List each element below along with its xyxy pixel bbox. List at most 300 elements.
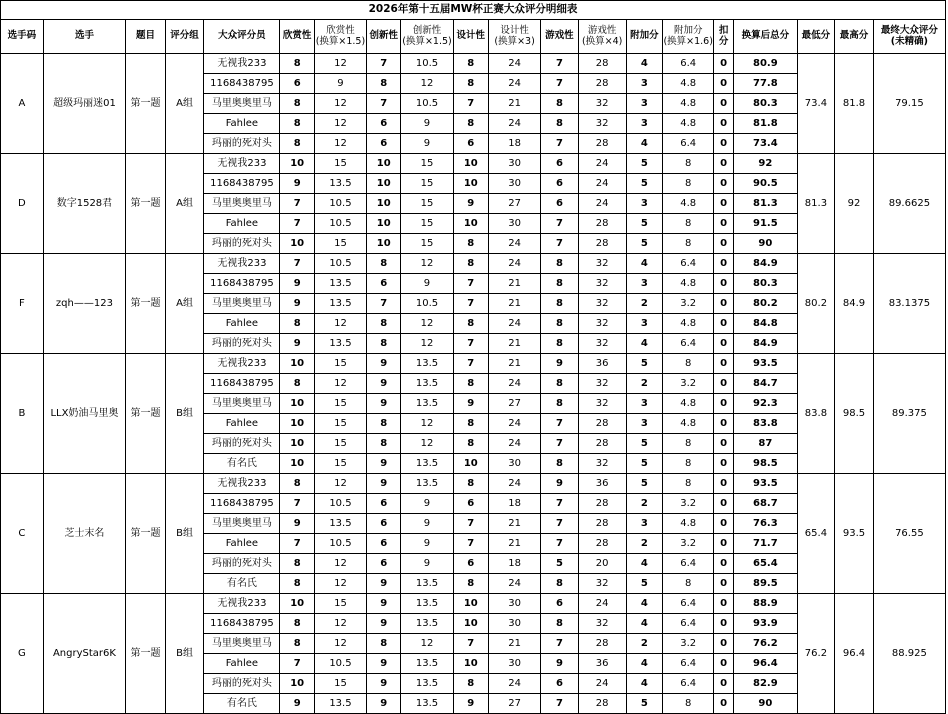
converted-total: 90: [734, 694, 798, 714]
score-cell: 24: [578, 174, 626, 194]
rater-name: 马里奥奥里马: [204, 394, 280, 414]
score-cell: 15: [401, 194, 453, 214]
score-cell: 13.5: [314, 694, 366, 714]
score-cell: 4: [626, 674, 663, 694]
score-cell: 32: [578, 114, 626, 134]
score-cell: 7: [367, 54, 401, 74]
score-cell: 8: [663, 174, 714, 194]
min-score: 73.4: [797, 54, 835, 154]
score-cell: 10: [367, 214, 401, 234]
score-cell: 0: [714, 334, 734, 354]
score-cell: 0: [714, 374, 734, 394]
converted-total: 81.8: [734, 114, 798, 134]
score-cell: 13.5: [401, 594, 453, 614]
score-cell: 7: [541, 434, 579, 454]
score-cell: 15: [314, 434, 366, 454]
rater-name: 有名氏: [204, 454, 280, 474]
score-cell: 9: [280, 274, 314, 294]
score-cell: 13.5: [314, 294, 366, 314]
score-cell: 10.5: [314, 194, 366, 214]
score-cell: 28: [578, 74, 626, 94]
score-cell: 8: [663, 434, 714, 454]
rater-name: 有名氏: [204, 694, 280, 714]
score-cell: 8: [663, 454, 714, 474]
score-cell: 9: [367, 594, 401, 614]
player-group: B组: [165, 354, 204, 474]
score-cell: 15: [314, 454, 366, 474]
score-cell: 9: [280, 174, 314, 194]
score-cell: 8: [367, 414, 401, 434]
rater-name: Fahlee: [204, 414, 280, 434]
column-header: 大众评分员: [204, 20, 280, 54]
score-cell: 15: [314, 154, 366, 174]
table-row: [1, 54, 946, 74]
score-cell: 24: [489, 434, 541, 454]
score-cell: 15: [314, 414, 366, 434]
score-cell: 32: [578, 334, 626, 354]
score-cell: 0: [714, 634, 734, 654]
column-header: 换算后总分: [734, 20, 798, 54]
score-cell: 8: [280, 554, 314, 574]
min-score: 81.3: [797, 154, 835, 254]
score-cell: 28: [578, 494, 626, 514]
score-cell: 4: [626, 334, 663, 354]
player-name: 芝士末名: [43, 474, 125, 594]
score-cell: 5: [626, 354, 663, 374]
score-cell: 8: [541, 254, 579, 274]
column-header: 题目: [126, 20, 166, 54]
converted-total: 87: [734, 434, 798, 454]
score-cell: 30: [489, 174, 541, 194]
score-cell: 8: [453, 74, 488, 94]
score-cell: 12: [314, 374, 366, 394]
score-cell: 32: [578, 454, 626, 474]
score-cell: 7: [541, 214, 579, 234]
score-cell: 10: [280, 454, 314, 474]
score-cell: 10.5: [401, 94, 453, 114]
column-header: 附加分: [626, 20, 663, 54]
score-cell: 8: [280, 474, 314, 494]
score-cell: 0: [714, 274, 734, 294]
score-cell: 8: [280, 114, 314, 134]
score-cell: 5: [626, 474, 663, 494]
score-cell: 12: [314, 474, 366, 494]
score-cell: 24: [489, 374, 541, 394]
score-cell: 6: [541, 594, 579, 614]
score-cell: 9: [367, 354, 401, 374]
score-cell: 21: [489, 514, 541, 534]
score-cell: 30: [489, 154, 541, 174]
score-cell: 7: [280, 534, 314, 554]
score-cell: 6.4: [663, 554, 714, 574]
score-cell: 10: [280, 234, 314, 254]
score-cell: 4: [626, 654, 663, 674]
player-name: 超级玛丽迷01: [43, 54, 125, 154]
converted-total: 89.5: [734, 574, 798, 594]
score-cell: 0: [714, 554, 734, 574]
score-cell: 7: [541, 514, 579, 534]
column-header: 最低分: [797, 20, 835, 54]
header-row: [1, 20, 946, 54]
score-cell: 28: [578, 414, 626, 434]
score-cell: 6: [541, 194, 579, 214]
score-cell: 8: [280, 614, 314, 634]
score-cell: 6: [280, 74, 314, 94]
score-cell: 12: [314, 634, 366, 654]
score-cell: 7: [453, 534, 488, 554]
score-cell: 18: [489, 554, 541, 574]
score-cell: 28: [578, 134, 626, 154]
score-cell: 9: [367, 394, 401, 414]
score-cell: 7: [541, 74, 579, 94]
score-cell: 8: [367, 434, 401, 454]
score-cell: 3.2: [663, 494, 714, 514]
converted-total: 80.3: [734, 274, 798, 294]
column-header: 选手码: [1, 20, 44, 54]
score-cell: 9: [401, 494, 453, 514]
score-cell: 4.8: [663, 194, 714, 214]
score-cell: 6: [453, 134, 488, 154]
score-cell: 8: [280, 54, 314, 74]
table-row: [1, 594, 946, 614]
score-cell: 6.4: [663, 254, 714, 274]
score-cell: 2: [626, 294, 663, 314]
converted-total: 93.9: [734, 614, 798, 634]
rater-name: Fahlee: [204, 314, 280, 334]
rater-name: 马里奥奥里马: [204, 194, 280, 214]
score-cell: 13.5: [314, 514, 366, 534]
score-cell: 28: [578, 694, 626, 714]
rater-name: 1168438795: [204, 374, 280, 394]
rater-name: 马里奥奥里马: [204, 294, 280, 314]
rater-name: 无视我233: [204, 474, 280, 494]
score-cell: 12: [401, 334, 453, 354]
score-cell: 8: [663, 354, 714, 374]
score-cell: 10.5: [314, 214, 366, 234]
score-cell: 8: [541, 374, 579, 394]
final-score: 83.1375: [873, 254, 945, 354]
score-cell: 8: [453, 54, 488, 74]
score-cell: 15: [401, 174, 453, 194]
score-cell: 9: [453, 394, 488, 414]
score-cell: 8: [453, 314, 488, 334]
score-cell: 7: [453, 294, 488, 314]
score-cell: 3: [626, 314, 663, 334]
column-header: 游戏性 (换算×4): [578, 20, 626, 54]
score-cell: 0: [714, 614, 734, 634]
score-cell: 12: [314, 614, 366, 634]
score-cell: 13.5: [314, 334, 366, 354]
score-cell: 30: [489, 594, 541, 614]
score-cell: 0: [714, 314, 734, 334]
score-cell: 5: [626, 574, 663, 594]
converted-total: 96.4: [734, 654, 798, 674]
player-group: A组: [165, 254, 204, 354]
score-cell: 10: [280, 434, 314, 454]
score-cell: 32: [578, 94, 626, 114]
max-score: 92: [835, 154, 874, 254]
score-cell: 6: [367, 534, 401, 554]
score-cell: 13.5: [401, 354, 453, 374]
score-cell: 0: [714, 94, 734, 114]
score-cell: 28: [578, 514, 626, 534]
column-header: 创新性: [367, 20, 401, 54]
score-cell: 0: [714, 254, 734, 274]
score-cell: 5: [626, 174, 663, 194]
rater-name: 玛丽的死对头: [204, 234, 280, 254]
score-cell: 9: [367, 574, 401, 594]
score-cell: 21: [489, 334, 541, 354]
score-cell: 6: [541, 174, 579, 194]
score-cell: 24: [489, 74, 541, 94]
max-score: 96.4: [835, 594, 874, 714]
score-cell: 3.2: [663, 374, 714, 394]
score-cell: 9: [367, 374, 401, 394]
score-cell: 28: [578, 234, 626, 254]
score-cell: 10: [280, 414, 314, 434]
score-cell: 10: [453, 654, 488, 674]
rater-name: 无视我233: [204, 254, 280, 274]
score-cell: 12: [314, 134, 366, 154]
score-cell: 4: [626, 254, 663, 274]
player-name: LLX奶油马里奥: [43, 354, 125, 474]
converted-total: 98.5: [734, 454, 798, 474]
score-cell: 8: [453, 374, 488, 394]
score-cell: 15: [314, 674, 366, 694]
score-cell: 9: [453, 694, 488, 714]
score-cell: 5: [626, 454, 663, 474]
score-cell: 24: [489, 474, 541, 494]
score-cell: 6.4: [663, 334, 714, 354]
score-cell: 9: [367, 694, 401, 714]
score-cell: 24: [489, 674, 541, 694]
player-name: AngryStar6K: [43, 594, 125, 714]
score-cell: 12: [401, 314, 453, 334]
converted-total: 92: [734, 154, 798, 174]
score-cell: 8: [663, 474, 714, 494]
score-cell: 12: [314, 114, 366, 134]
rater-name: 无视我233: [204, 154, 280, 174]
column-header: 选手: [43, 20, 125, 54]
score-cell: 5: [626, 214, 663, 234]
score-cell: 6: [367, 514, 401, 534]
score-cell: 12: [314, 574, 366, 594]
score-cell: 5: [626, 694, 663, 714]
score-cell: 0: [714, 514, 734, 534]
score-cell: 28: [578, 534, 626, 554]
converted-total: 80.9: [734, 54, 798, 74]
score-cell: 7: [541, 534, 579, 554]
score-cell: 12: [314, 314, 366, 334]
player-topic: 第一题: [126, 54, 166, 154]
score-cell: 8: [453, 414, 488, 434]
rater-name: 无视我233: [204, 354, 280, 374]
score-cell: 12: [314, 54, 366, 74]
player-group: A组: [165, 154, 204, 254]
rater-name: 有名氏: [204, 574, 280, 594]
score-cell: 10: [367, 154, 401, 174]
min-score: 80.2: [797, 254, 835, 354]
score-cell: 5: [626, 434, 663, 454]
score-cell: 10: [280, 354, 314, 374]
rater-name: 1168438795: [204, 174, 280, 194]
score-cell: 0: [714, 154, 734, 174]
score-cell: 13.5: [401, 674, 453, 694]
rater-name: 马里奥奥里马: [204, 94, 280, 114]
score-cell: 20: [578, 554, 626, 574]
score-cell: 6: [367, 134, 401, 154]
score-cell: 10: [280, 594, 314, 614]
score-cell: 0: [714, 474, 734, 494]
score-cell: 6: [453, 494, 488, 514]
column-header: 设计性 (换算×3): [489, 20, 541, 54]
player-group: B组: [165, 594, 204, 714]
score-cell: 4: [626, 614, 663, 634]
score-cell: 8: [367, 314, 401, 334]
score-cell: 5: [626, 154, 663, 174]
score-cell: 7: [541, 54, 579, 74]
score-cell: 3: [626, 514, 663, 534]
score-cell: 10: [280, 394, 314, 414]
score-cell: 5: [626, 234, 663, 254]
player-code: D: [1, 154, 44, 254]
player-name: zqh——123: [43, 254, 125, 354]
rater-name: 无视我233: [204, 54, 280, 74]
score-cell: 6: [367, 494, 401, 514]
score-cell: 24: [489, 234, 541, 254]
score-cell: 0: [714, 134, 734, 154]
score-cell: 24: [489, 414, 541, 434]
score-cell: 4.8: [663, 74, 714, 94]
score-cell: 13.5: [401, 374, 453, 394]
score-cell: 0: [714, 174, 734, 194]
rater-name: 玛丽的死对头: [204, 674, 280, 694]
score-cell: 3: [626, 274, 663, 294]
final-score: 88.925: [873, 594, 945, 714]
score-cell: 9: [280, 514, 314, 534]
column-header: 评分组: [165, 20, 204, 54]
score-cell: 3.2: [663, 294, 714, 314]
rater-name: 1168438795: [204, 494, 280, 514]
final-score: 89.6625: [873, 154, 945, 254]
score-cell: 24: [489, 114, 541, 134]
score-cell: 7: [280, 194, 314, 214]
score-cell: 9: [280, 334, 314, 354]
score-cell: 4.8: [663, 94, 714, 114]
score-cell: 18: [489, 134, 541, 154]
score-cell: 6.4: [663, 674, 714, 694]
score-cell: 27: [489, 394, 541, 414]
score-cell: 0: [714, 114, 734, 134]
score-cell: 8: [663, 214, 714, 234]
converted-total: 82.9: [734, 674, 798, 694]
score-cell: 0: [714, 214, 734, 234]
score-cell: 0: [714, 594, 734, 614]
score-cell: 10.5: [314, 534, 366, 554]
score-cell: 10: [453, 154, 488, 174]
score-cell: 8: [541, 274, 579, 294]
score-cell: 8: [541, 394, 579, 414]
score-cell: 10: [453, 214, 488, 234]
rater-name: 1168438795: [204, 74, 280, 94]
score-cell: 7: [367, 94, 401, 114]
score-cell: 8: [541, 114, 579, 134]
score-cell: 8: [367, 634, 401, 654]
score-cell: 10.5: [314, 654, 366, 674]
score-cell: 8: [367, 254, 401, 274]
score-cell: 7: [280, 254, 314, 274]
column-header: 附加分 (换算×1.6): [663, 20, 714, 54]
score-cell: 32: [578, 314, 626, 334]
score-cell: 13.5: [401, 614, 453, 634]
score-cell: 7: [541, 234, 579, 254]
score-cell: 21: [489, 354, 541, 374]
final-score: 89.375: [873, 354, 945, 474]
score-cell: 8: [453, 114, 488, 134]
player-code: B: [1, 354, 44, 474]
score-cell: 9: [541, 354, 579, 374]
score-cell: 10.5: [314, 254, 366, 274]
score-cell: 7: [453, 334, 488, 354]
score-cell: 6: [367, 274, 401, 294]
score-cell: 24: [489, 54, 541, 74]
converted-total: 93.5: [734, 474, 798, 494]
score-cell: 10: [453, 594, 488, 614]
column-header: 游戏性: [541, 20, 579, 54]
converted-total: 77.8: [734, 74, 798, 94]
min-score: 83.8: [797, 354, 835, 474]
score-cell: 7: [541, 694, 579, 714]
score-cell: 0: [714, 414, 734, 434]
table-row: [1, 154, 946, 174]
table-title: 2026年第十五届MW杯正赛大众评分明细表: [1, 1, 946, 20]
score-cell: 8: [541, 294, 579, 314]
score-cell: 6: [541, 674, 579, 694]
score-cell: 24: [489, 254, 541, 274]
converted-total: 84.9: [734, 334, 798, 354]
max-score: 84.9: [835, 254, 874, 354]
score-cell: 9: [401, 534, 453, 554]
rater-name: 马里奥奥里马: [204, 634, 280, 654]
score-cell: 36: [578, 474, 626, 494]
score-cell: 4.8: [663, 114, 714, 134]
column-header: 最终大众评分 (未精确): [873, 20, 945, 54]
score-cell: 9: [280, 694, 314, 714]
player-topic: 第一题: [126, 594, 166, 714]
converted-total: 81.3: [734, 194, 798, 214]
score-cell: 4: [626, 134, 663, 154]
converted-total: 90.5: [734, 174, 798, 194]
converted-total: 68.7: [734, 494, 798, 514]
score-cell: 0: [714, 494, 734, 514]
score-cell: 7: [367, 294, 401, 314]
score-cell: 7: [541, 634, 579, 654]
score-cell: 4.8: [663, 414, 714, 434]
score-cell: 10: [367, 194, 401, 214]
score-cell: 7: [280, 654, 314, 674]
score-cell: 8: [280, 574, 314, 594]
player-name: 数字1528君: [43, 154, 125, 254]
converted-total: 76.2: [734, 634, 798, 654]
score-cell: 4.8: [663, 314, 714, 334]
score-cell: 21: [489, 274, 541, 294]
max-score: 93.5: [835, 474, 874, 594]
score-cell: 9: [367, 474, 401, 494]
score-cell: 0: [714, 394, 734, 414]
score-cell: 2: [626, 634, 663, 654]
score-cell: 27: [489, 194, 541, 214]
score-cell: 0: [714, 534, 734, 554]
